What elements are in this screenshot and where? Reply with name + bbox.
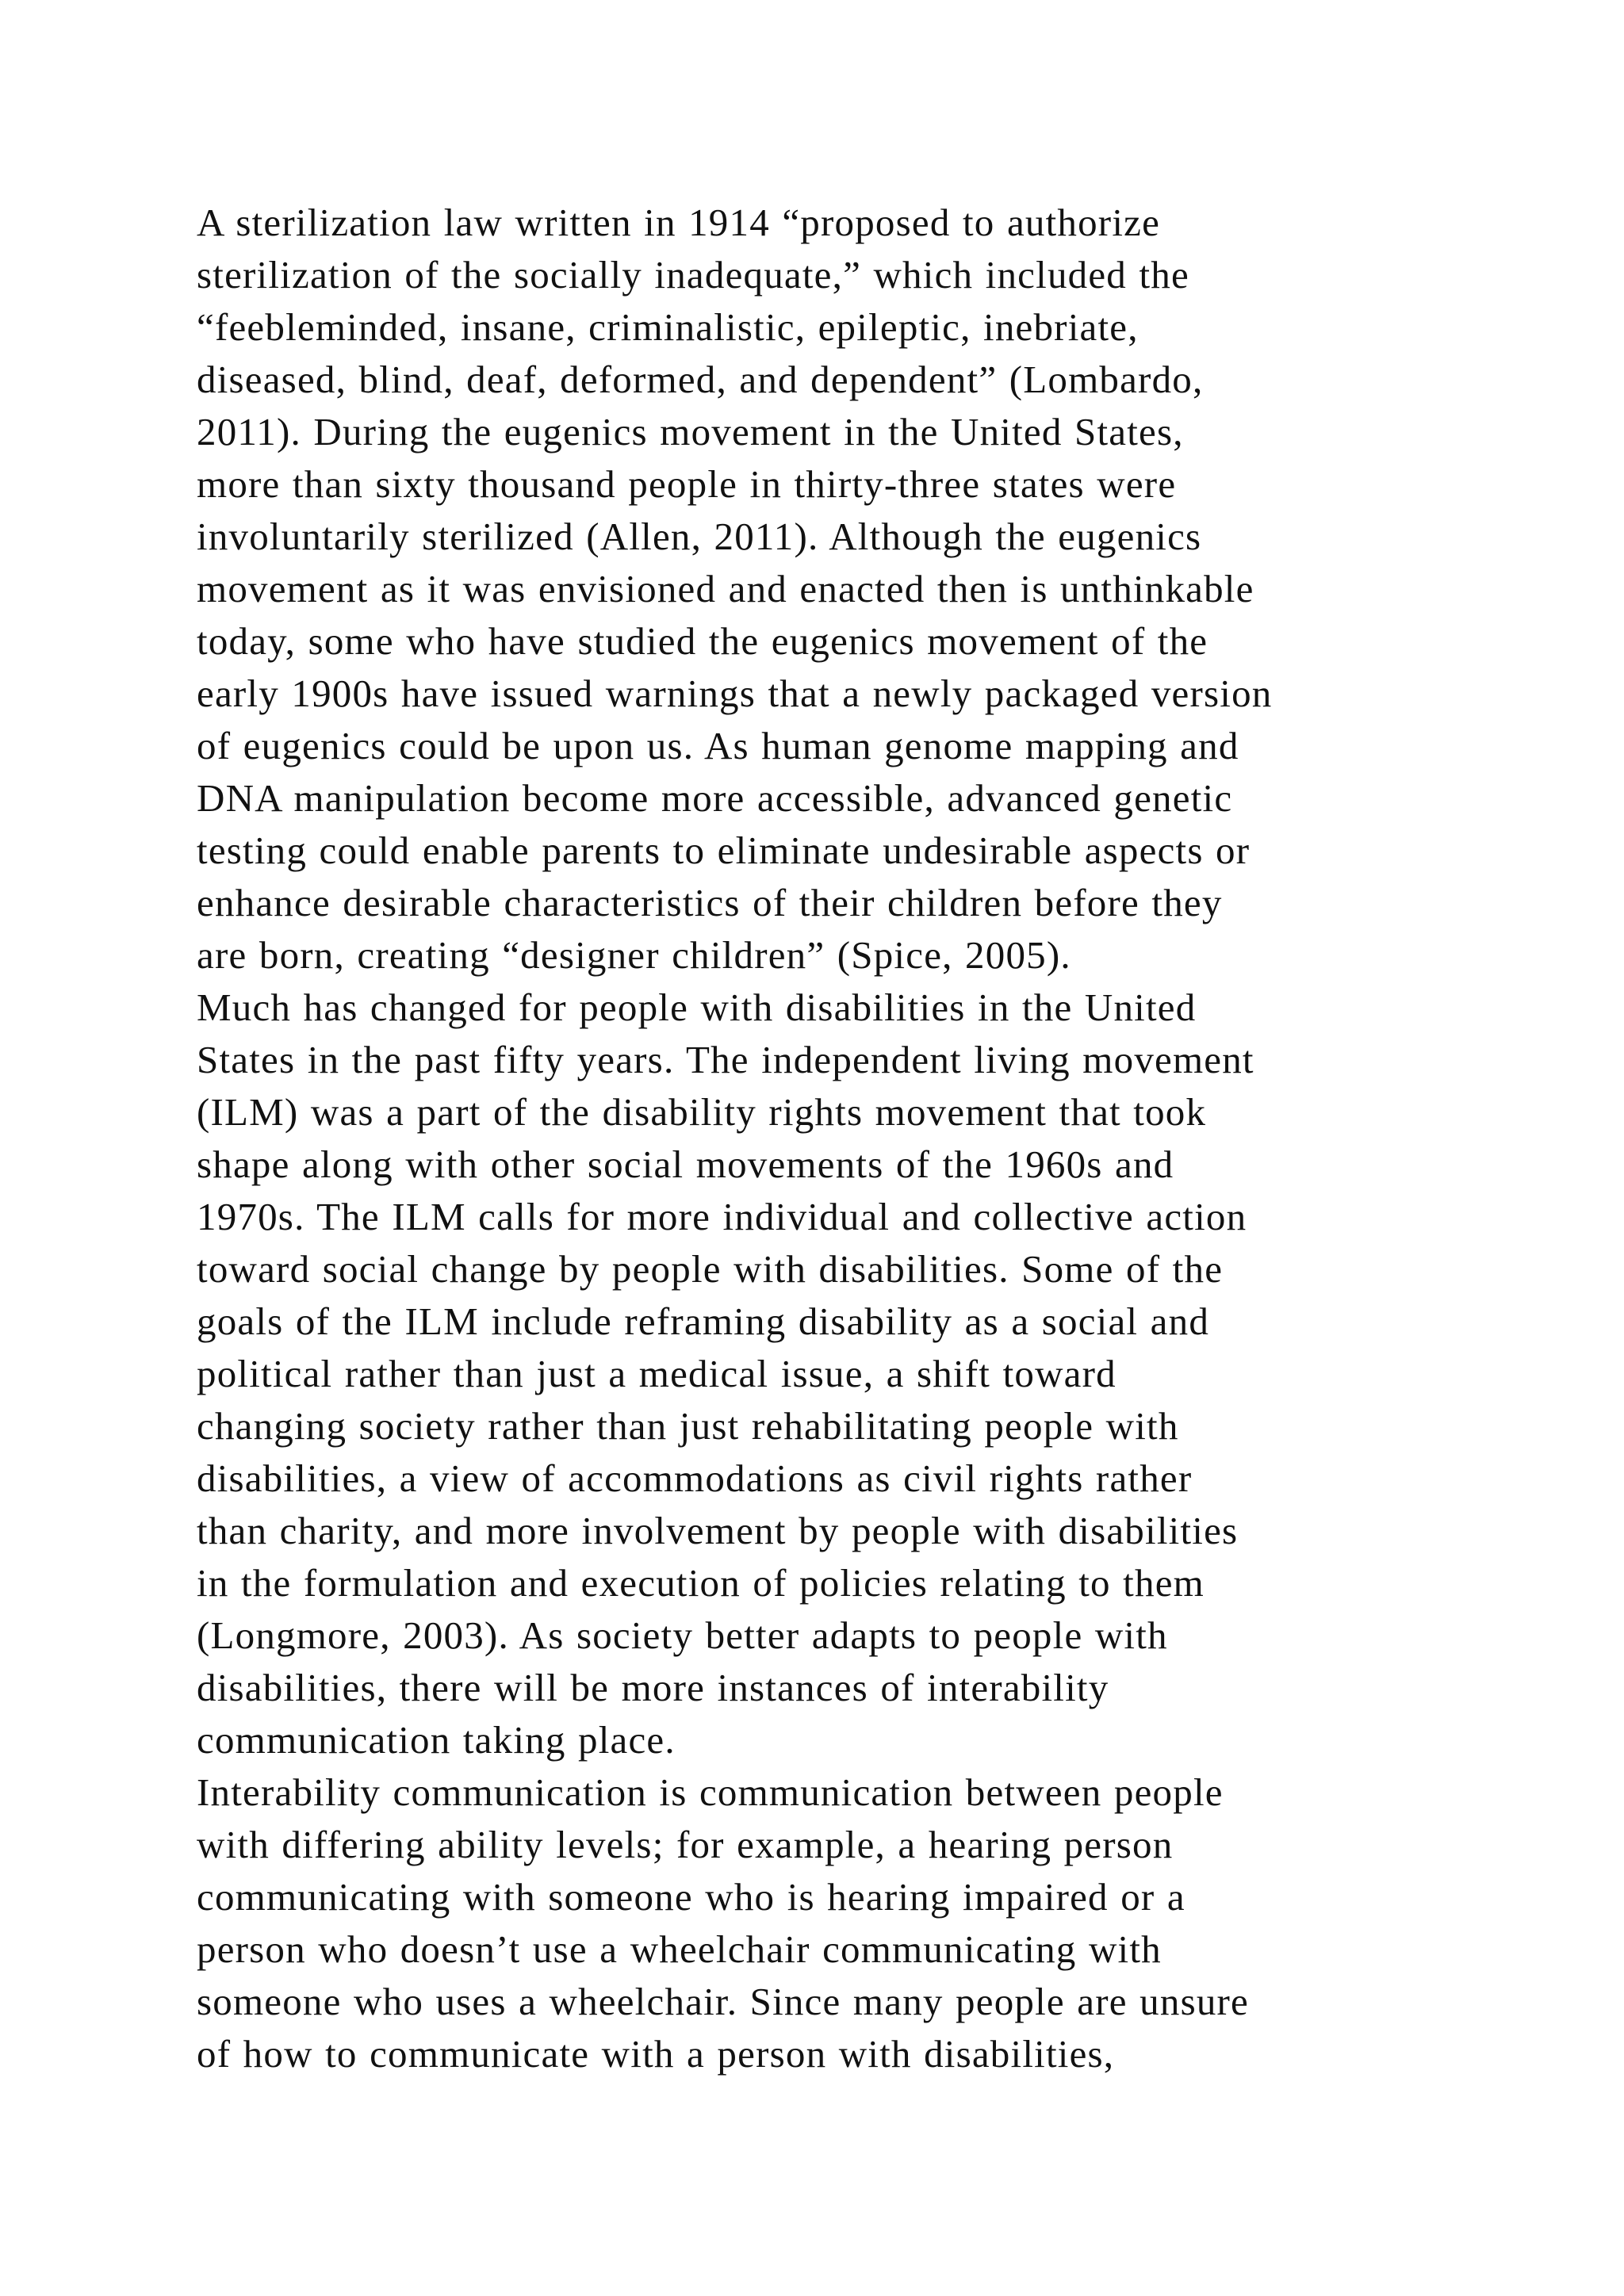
text-line: (ILM) was a part of the disability rights movement that took bbox=[197, 1090, 1207, 1134]
text-line: person who doesn’t use a wheelchair communicating with bbox=[197, 1927, 1162, 1971]
text-line: of eugenics could be upon us. As human genome mapping and bbox=[197, 724, 1239, 767]
text-line: toward social change by people with disabilities. Some of the bbox=[197, 1247, 1224, 1291]
text-line: (Longmore, 2003). As society better adapts to people with bbox=[197, 1613, 1168, 1657]
text-line: are born, creating “designer children” (Spice, 2005). bbox=[197, 933, 1071, 977]
text-line: someone who uses a wheelchair. Since many people are unsure bbox=[197, 1980, 1250, 2023]
text-line: goals of the ILM include reframing disability as a social and bbox=[197, 1299, 1210, 1343]
text-line: Much has changed for people with disabilities in the United bbox=[197, 985, 1197, 1029]
text-line: “feebleminded, insane, criminalistic, epileptic, inebriate, bbox=[197, 305, 1139, 349]
text-line: changing society rather than just rehabilitating people with bbox=[197, 1404, 1179, 1448]
text-line: shape along with other social movements of the 1960s and bbox=[197, 1142, 1174, 1186]
text-line: Interability communication is communication between people bbox=[197, 1770, 1224, 1814]
text-line: DNA manipulation become more accessible, advanced genetic bbox=[197, 776, 1233, 820]
text-line: with differing ability levels; for example, a hearing person bbox=[197, 1823, 1174, 1866]
text-line: States in the past fifty years. The independent living movement bbox=[197, 1038, 1254, 1081]
text-line: involuntarily sterilized (Allen, 2011). Although the eugenics bbox=[197, 515, 1202, 558]
text-line: disabilities, a view of accommodations as civil rights rather bbox=[197, 1456, 1193, 1500]
body-text bbox=[197, 197, 1513, 2080]
text-line: more than sixty thousand people in thirty-three states were bbox=[197, 462, 1177, 506]
text-line: enhance desirable characteristics of their children before they bbox=[197, 881, 1223, 924]
text-line: 2011). During the eugenics movement in the United States, bbox=[197, 410, 1184, 453]
text-line: movement as it was envisioned and enacted then is unthinkable bbox=[197, 567, 1254, 610]
text-line: disabilities, there will be more instances of interability bbox=[197, 1666, 1109, 1709]
text-line: than charity, and more involvement by people with disabilities bbox=[197, 1509, 1239, 1552]
text-line: political rather than just a medical issue, a shift toward bbox=[197, 1352, 1116, 1395]
text-line: early 1900s have issued warnings that a newly packaged version bbox=[197, 672, 1273, 715]
text-line: diseased, blind, deaf, deformed, and dependent” (Lombardo, bbox=[197, 358, 1204, 401]
text-line: communication taking place. bbox=[197, 1718, 676, 1762]
text-line: sterilization of the socially inadequate,” which included the bbox=[197, 253, 1189, 297]
text-line: today, some who have studied the eugenics movement of the bbox=[197, 619, 1208, 663]
text-line: communicating with someone who is hearing impaired or a bbox=[197, 1875, 1185, 1919]
text-line: A sterilization law written in 1914 “proposed to authorize bbox=[197, 201, 1161, 244]
text-line: of how to communicate with a person with disabilities, bbox=[197, 2032, 1115, 2076]
text-line: testing could enable parents to eliminate undesirable aspects or bbox=[197, 828, 1251, 872]
text-line: in the formulation and execution of policies relating to them bbox=[197, 1561, 1205, 1605]
text-line: 1970s. The ILM calls for more individual and collective action bbox=[197, 1195, 1247, 1238]
